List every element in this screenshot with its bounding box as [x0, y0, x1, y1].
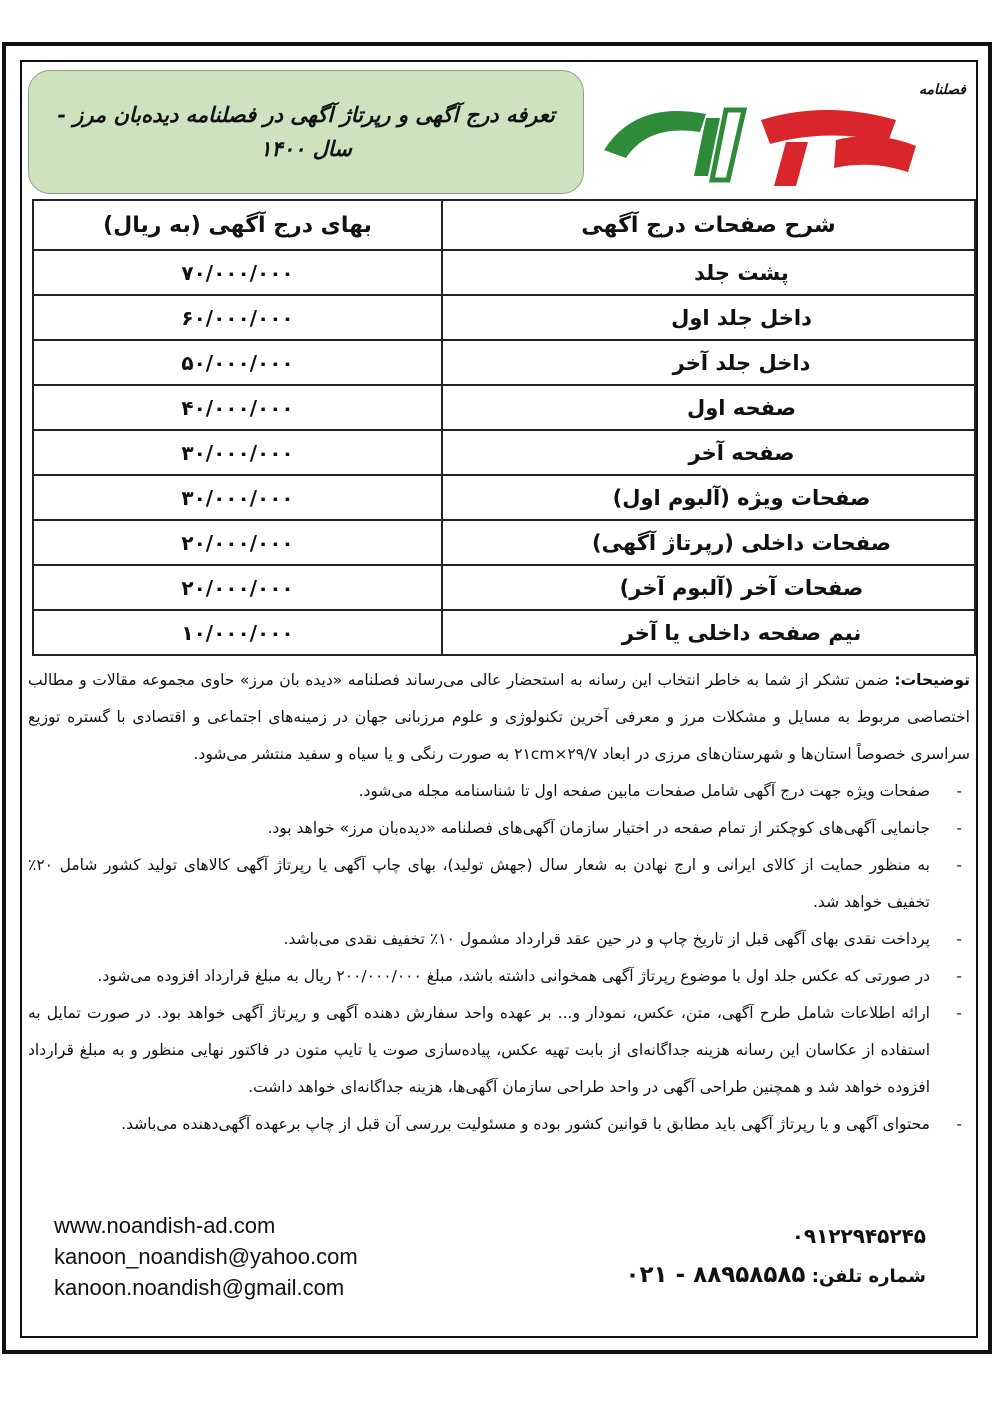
logo-red-stroke-2 [834, 136, 916, 172]
row-price: ۶۰/۰۰۰/۰۰۰ [33, 295, 442, 340]
row-desc: نیم صفحه داخلی یا آخر [442, 610, 975, 655]
note-text: در صورتی که عکس جلد اول با موضوع رپرتاژ آگهی همخوانی داشته باشد، مبلغ ۲۰۰/۰۰۰/۰۰۰ ریال به مبلغ قرارداد افزوده می‌شود. [97, 967, 930, 985]
header-price: بهای درج آگهی (به ریال) [33, 200, 442, 250]
note-item: - جانمایی آگهی‌های کوچکتر از تمام صفحه در اختیار سازمان آگهی‌های فصلنامه «دیده‌بان مرز» خواهد بود. [267, 819, 962, 837]
page-title: تعرفه درج آگهی و رپرتاژ آگهی در فصلنامه دیده‌بان مرز - سال ۱۴۰۰ [57, 102, 555, 161]
table-row [33, 385, 975, 430]
note-item: - به منظور حمایت از کالای ایرانی و ارج نهادن به شعار سال (جهش تولید)، بهای چاپ آگهی یا رپرتاژ آگهی کالاهای تولید کشور شامل ۲۰٪ تخفیف خواهد شد. [28, 856, 962, 911]
note-item: - پرداخت نقدی بهای آگهی قبل از تاریخ چاپ و در حین عقد قرارداد مشمول ۱۰٪ تخفیف نقدی می‌باشد. [283, 930, 962, 948]
phone-number: ۰۲۱ - ۸۸۹۵۸۵۸۵ [625, 1262, 806, 1288]
note-text: به منظور حمایت از کالای ایرانی و ارج نهادن به شعار سال (جهش تولید)، بهای چاپ آگهی یا رپرتاژ آگهی کالاهای تولید کشور شامل ۲۰٪ تخفیف خواهد شد. [28, 856, 930, 911]
table-row [33, 610, 975, 655]
email-gmail-link[interactable]: kanoon.noandish@gmail.com [54, 1275, 345, 1300]
row-desc: صفحه اول [442, 385, 975, 430]
note-text: صفحات ویژه جهت درج آگهی شامل صفحات مابین صفحه اول تا شناسنامه مجله می‌شود. [358, 782, 930, 800]
website-link[interactable]: www.noandish-ad.com [54, 1213, 276, 1238]
row-desc: پشت جلد [442, 250, 975, 295]
table-row [33, 565, 975, 610]
table-row [33, 295, 975, 340]
row-desc: صفحه آخر [442, 430, 975, 475]
header-desc: شرح صفحات درج آگهی [442, 200, 975, 250]
row-desc: داخل جلد آخر [442, 340, 975, 385]
row-desc: صفحات آخر (آلبوم آخر) [442, 565, 975, 610]
row-price: ۵۰/۰۰۰/۰۰۰ [33, 340, 442, 385]
notes-intro-text: ضمن تشکر از شما به خاطر انتخاب این رسانه به استحضار عالی می‌رساند فصلنامه «دیده بان مرز» حاوی مجموعه مقالات و مطالب اختصاصی مربوط به مسایل و مشکلات مرز و معرفی آخرین تکنولوژی و علوم مرزبانی جهان در زمینه‌های اجتماعی و اقتصادی با گستره توزیع سراسری خصوصاً استان‌ها و شهرستان‌های مرزی در ابعاد ۲۹/۷×۲۱cm به صورت رنگی و یا سیاه و سفید منتشر می‌شود. [28, 671, 970, 763]
row-price: ۷۰/۰۰۰/۰۰۰ [33, 250, 442, 295]
notes-label: توضیحات: [894, 671, 970, 689]
row-price: ۳۰/۰۰۰/۰۰۰ [33, 430, 442, 475]
note-text: جانمایی آگهی‌های کوچکتر از تمام صفحه در اختیار سازمان آگهی‌های فصلنامه «دیده‌بان مرز» خواهد بود. [267, 819, 930, 837]
magazine-logo [596, 76, 972, 194]
notes-intro [28, 662, 970, 773]
row-desc: صفحات داخلی (رپرتاژ آگهی) [442, 520, 975, 565]
table-row [33, 430, 975, 475]
row-desc: داخل جلد اول [442, 295, 975, 340]
note-item: - محتوای آگهی و یا رپرتاژ آگهی باید مطابق با قوانین کشور بوده و مسئولیت بررسی آن قبل از چاپ برعهده آگهی‌دهنده می‌باشد. [121, 1115, 962, 1133]
table-header-row [33, 200, 975, 250]
note-item: - صفحات ویژه جهت درج آگهی شامل صفحات مابین صفحه اول تا شناسنامه مجله می‌شود. [358, 782, 962, 800]
phone-row [625, 1262, 926, 1288]
table-row [33, 250, 975, 295]
logo-caption: فصلنامه [919, 82, 966, 98]
row-price: ۲۰/۰۰۰/۰۰۰ [33, 565, 442, 610]
logo-wordmark [596, 80, 936, 192]
logo-green-swoosh [604, 111, 706, 158]
note-item: - ارائه اطلاعات شامل طرح آگهی، متن، عکس، نمودار و... بر عهده واحد سفارش دهنده آگهی و رپرتاژ آگهی خواهد بود. در صورت تمایل به استفاده از عکاسان این رسانه هزینه جداگانه‌ای از بابت تهیه عکس، پیاده‌سازی صوت یا تایپ متون در فاکتور نهایی منظور و به مبلغ قرارداد افزوده خواهد شد و همچنین طراحی آگهی در واحد طراحی سازمان آگهی‌ها، هزینه جداگانه‌ای خواهد داشت. [28, 1004, 962, 1096]
logo-red-stroke-1 [774, 142, 808, 186]
contact-links [54, 1210, 358, 1303]
notes-section [28, 662, 970, 1143]
table-row [33, 340, 975, 385]
note-text: پرداخت نقدی بهای آگهی قبل از تاریخ چاپ و در حین عقد قرارداد مشمول ۱۰٪ تخفیف نقدی می‌باشد. [283, 930, 930, 948]
mobile-number: ۰۹۱۲۲۹۴۵۲۴۵ [791, 1224, 926, 1248]
row-price: ۲۰/۰۰۰/۰۰۰ [33, 520, 442, 565]
contact-phones [625, 1224, 926, 1288]
header-panel [28, 70, 584, 194]
row-price: ۴۰/۰۰۰/۰۰۰ [33, 385, 442, 430]
row-price: ۱۰/۰۰۰/۰۰۰ [33, 610, 442, 655]
price-table [32, 199, 976, 656]
note-text: محتوای آگهی و یا رپرتاژ آگهی باید مطابق با قوانین کشور بوده و مسئولیت بررسی آن قبل از چاپ برعهده آگهی‌دهنده می‌باشد. [121, 1115, 930, 1133]
table-row [33, 520, 975, 565]
table-row [33, 475, 975, 520]
row-desc: صفحات ویژه (آلبوم اول) [442, 475, 975, 520]
note-text: ارائه اطلاعات شامل طرح آگهی، متن، عکس، نمودار و... بر عهده واحد سفارش دهنده آگهی و رپرتاژ آگهی خواهد بود. در صورت تمایل به استفاده از عکاسان این رسانه هزینه جداگانه‌ای از بابت تهیه عکس، پیاده‌سازی صوت یا تایپ متون در فاکتور نهایی منظور و به مبلغ قرارداد افزوده خواهد شد و همچنین طراحی آگهی در واحد طراحی سازمان آگهی‌ها، هزینه جداگانه‌ای خواهد داشت. [28, 1004, 930, 1096]
note-item: - در صورتی که عکس جلد اول با موضوع رپرتاژ آگهی همخوانی داشته باشد، مبلغ ۲۰۰/۰۰۰/۰۰۰ ریال به مبلغ قرارداد افزوده می‌شود. [97, 967, 962, 985]
phone-label: شماره تلفن: [811, 1266, 926, 1287]
logo-text-source: دیده بان مرز [596, 80, 602, 81]
row-price: ۳۰/۰۰۰/۰۰۰ [33, 475, 442, 520]
email-yahoo-link[interactable]: kanoon_noandish@yahoo.com [54, 1244, 358, 1269]
